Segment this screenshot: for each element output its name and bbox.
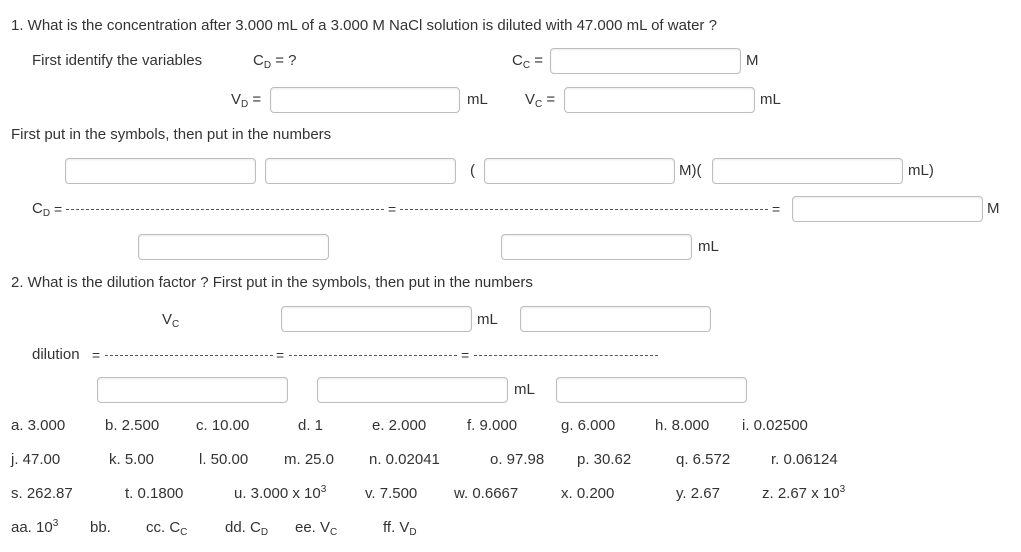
denominator-symbol-input[interactable] [138,234,329,260]
answer-choice-n: n. 0.02041 [369,451,440,468]
result-input[interactable] [792,196,983,222]
vd-unit: mL [467,91,488,108]
molar-paren-label: M)( [679,162,702,179]
answer-choice-dd: dd. $C_D$ [225,519,269,538]
answer-choice-u: u. 3.000 x $10^3$ [234,484,327,502]
dilution-result-numerator-input[interactable] [520,306,711,332]
ml-paren-label: mL) [908,162,934,179]
formula-symbol-input-2[interactable] [265,158,456,184]
answer-choice-x: x. 0.200 [561,485,615,502]
answer-choice-l: l. 50.00 [199,451,249,468]
vd-label: $V_D$ = [231,91,262,110]
fraction-line-right [400,209,768,210]
answer-choice-b: b. 2.500 [105,417,160,434]
answer-choice-a: a. 3.000 [11,417,66,434]
fraction-right-equals: = [772,201,781,217]
answer-choice-p: p. 30.62 [577,451,632,468]
answer-choice-i: i. 0.02500 [742,417,808,434]
fraction-mid-equals: = [388,201,397,217]
dilution-numerator-unit: mL [477,311,498,328]
answer-choice-f: f. 9.000 [467,417,518,434]
cd-label: $C_D$ = ? [253,52,297,71]
dilution-denominator-number-input[interactable] [317,377,508,403]
denominator-unit: mL [698,238,719,255]
dilution-equals-1: = [92,347,101,363]
formula-equals: = [54,201,63,217]
vc-input[interactable] [564,87,755,113]
answer-choice-aa: aa. $10^3$ [11,518,59,536]
cc-input[interactable] [550,48,741,74]
answer-choice-t: t. 0.1800 [125,485,184,502]
answer-choice-z: z. 2.67 x $10^3$ [762,484,846,502]
answer-choice-cc: cc. $C_C$ [146,519,188,538]
dilution-denominator-unit: mL [514,381,535,398]
answer-choice-v: v. 7.500 [365,485,418,502]
answer-choice-q: q. 6.572 [676,451,731,468]
dilution-result-denominator-input[interactable] [556,377,747,403]
answer-choice-ff: ff. $V_D$ [383,519,417,538]
formula-cd-label: $C_D$ [32,200,51,219]
answer-choice-bb: bb. [90,519,111,536]
cc-unit: M [746,52,759,69]
cc-label: $C_C$ = [512,52,544,71]
result-unit: M [987,200,1000,217]
answer-choice-m: m. 25.0 [284,451,335,468]
vd-input[interactable] [270,87,460,113]
answer-choice-j: j. 47.00 [11,451,61,468]
answer-choice-y: y. 2.67 [676,485,720,502]
instructions-text: First put in the symbols, then put in the numbers [11,126,332,143]
concentration-number-input[interactable] [484,158,675,184]
formula-symbol-input-1[interactable] [65,158,256,184]
answer-choice-d: d. 1 [298,417,324,434]
dilution-line-3 [474,355,658,356]
answer-choice-e: e. 2.000 [372,417,427,434]
answer-choice-s: s. 262.87 [11,485,73,502]
dilution-label: dilution [32,346,80,363]
answer-choice-k: k. 5.00 [109,451,155,468]
volume-number-input[interactable] [712,158,903,184]
dilution-line-2 [289,355,457,356]
answer-choice-w: w. 0.6667 [454,485,519,502]
answer-choice-ee: ee. $V_C$ [295,519,338,538]
dilution-line-1 [105,355,273,356]
answer-choice-c: c. 10.00 [196,417,250,434]
dilution-numerator-input[interactable] [281,306,472,332]
dilution-vc-label: $V_C$ [162,311,180,330]
dilution-denominator-symbol-input[interactable] [97,377,288,403]
open-paren: ( [470,162,475,179]
answer-choice-o: o. 97.98 [490,451,545,468]
denominator-number-input[interactable] [501,234,692,260]
answer-choice-r: r. 0.06124 [771,451,838,468]
answer-choice-g: g. 6.000 [561,417,616,434]
dilution-equals-2: = [276,347,285,363]
vc-unit: mL [760,91,781,108]
answer-choice-h: h. 8.000 [655,417,710,434]
identify-variables-label: First identify the variables [32,52,203,69]
fraction-line-left [66,209,384,210]
vc-label: $V_C$ = [525,91,556,110]
question-1-text: 1. What is the concentration after 3.000 mL of a 3.000 M NaCl solution is diluted with 47.000 mL of water ? [11,17,717,34]
question-2-text: 2. What is the dilution factor ? First put in the symbols, then put in the numbers [11,274,533,291]
dilution-equals-3: = [461,347,470,363]
